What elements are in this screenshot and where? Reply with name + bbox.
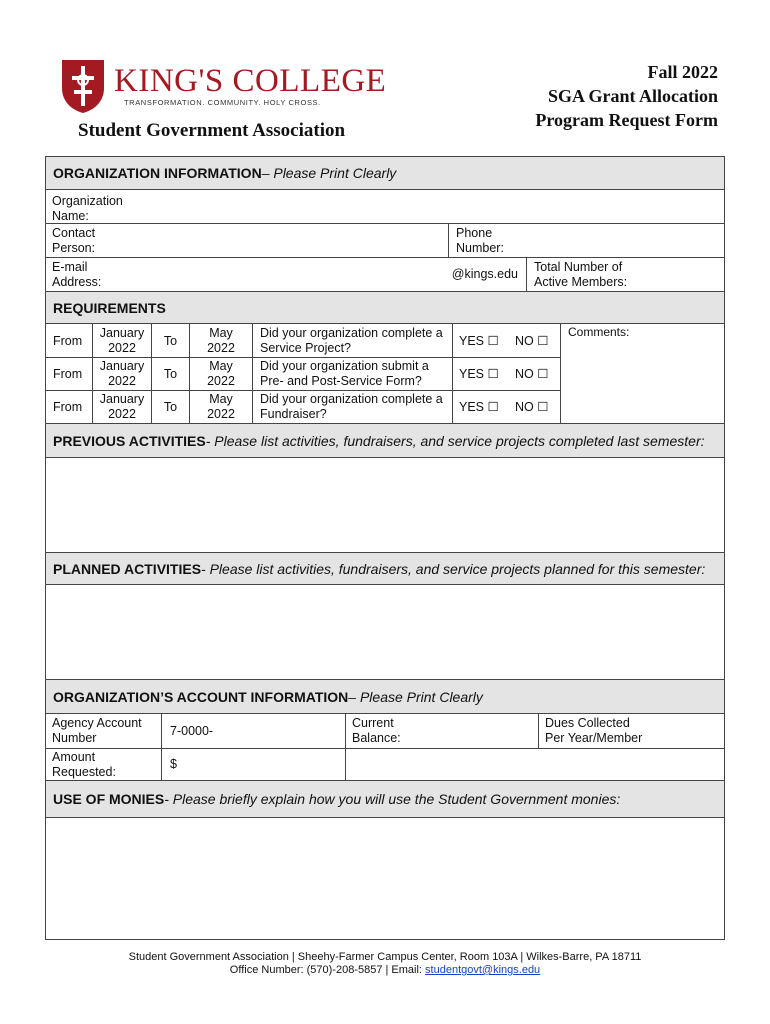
requirements-table <box>45 323 725 424</box>
college-shield-icon <box>60 58 106 114</box>
agency-account-prefix[interactable]: 7-0000- <box>170 724 214 738</box>
active-members-field[interactable] <box>526 257 725 292</box>
planned-activities-field[interactable] <box>45 584 725 680</box>
req-row3-question: Did your organization complete a Fundraiser? <box>260 392 443 421</box>
req-row2-to: To <box>163 367 178 381</box>
dues-collected-label: Dues Collected Per Year/Member <box>545 716 643 745</box>
req-row3-from: From <box>53 400 83 414</box>
account-info-header: ORGANIZATION’S ACCOUNT INFORMATION – Please Print Clearly <box>45 679 725 714</box>
req-row1-end: May 2022 <box>207 326 235 355</box>
email-field[interactable] <box>45 257 527 292</box>
amount-requested-prefix[interactable]: $ <box>170 757 177 771</box>
req-row1-start: January 2022 <box>99 326 145 355</box>
req-row1-from: From <box>53 334 83 348</box>
footer-address: Student Government Association | Sheehy-Farmer Campus Center, Room 103A | Wilkes-Barre, PA 18711 <box>128 951 642 963</box>
contact-person-field[interactable] <box>45 223 449 258</box>
org-info-header: ORGANIZATION INFORMATION – Please Print Clearly <box>45 156 725 190</box>
organization-heading: Student Government Association <box>78 120 346 141</box>
college-wordmark: KING'S COLLEGE <box>114 63 387 99</box>
req-row1-to: To <box>163 334 178 348</box>
req-row3-yes[interactable]: YES ☐ <box>459 400 499 414</box>
college-tagline: TRANSFORMATION. COMMUNITY. HOLY CROSS. <box>124 98 321 107</box>
req-row1-question: Did your organization complete a Service Project? <box>260 326 443 355</box>
checkbox-icon[interactable]: ☐ <box>537 367 549 381</box>
contact-label: Contact Person: <box>52 226 96 255</box>
org-name-label: Organization Name: <box>52 194 123 223</box>
agency-account-label: Agency Account Number <box>52 716 142 745</box>
checkbox-icon[interactable]: ☐ <box>487 367 499 381</box>
req-row1-yes[interactable]: YES ☐ <box>459 334 499 348</box>
previous-activities-header: PREVIOUS ACTIVITIES - Please list activities, fundraisers, and service projects completed last semester: <box>45 423 725 458</box>
checkbox-icon[interactable]: ☐ <box>487 400 499 414</box>
title-line-2: SGA Grant Allocation <box>547 86 718 106</box>
req-row3-no[interactable]: NO ☐ <box>515 400 549 414</box>
checkbox-icon[interactable]: ☐ <box>537 334 549 348</box>
college-logo <box>60 58 387 116</box>
current-balance-label: Current Balance: <box>352 716 401 745</box>
amount-requested-label: Amount Requested: <box>52 750 116 779</box>
phone-label: Phone Number: <box>456 226 504 255</box>
requirements-header: REQUIREMENTS <box>45 291 725 324</box>
email-domain: @kings.edu <box>451 267 518 281</box>
phone-field[interactable] <box>448 223 725 258</box>
footer <box>0 951 770 977</box>
planned-activities-header: PLANNED ACTIVITIES - Please list activities, fundraisers, and service projects planned for this semester: <box>45 552 725 585</box>
form-title <box>535 60 718 132</box>
account-table <box>45 713 725 781</box>
req-row2-yes[interactable]: YES ☐ <box>459 367 499 381</box>
email-label: E-mail Address: <box>52 260 102 289</box>
req-row2-start: January 2022 <box>99 359 145 388</box>
previous-activities-field[interactable] <box>45 457 725 553</box>
req-row3-to: To <box>163 400 178 414</box>
checkbox-icon[interactable]: ☐ <box>487 334 499 348</box>
req-row2-question: Did your organization submit a Pre- and Post-Service Form? <box>260 359 429 388</box>
req-row2-end: May 2022 <box>207 359 235 388</box>
title-line-1: Fall 2022 <box>647 62 718 82</box>
req-row1-no[interactable]: NO ☐ <box>515 334 549 348</box>
req-row2-from: From <box>53 367 83 381</box>
members-label: Total Number of Active Members: <box>534 260 628 289</box>
footer-email-link[interactable]: studentgovt@kings.edu <box>425 964 541 976</box>
footer-contact: Office Number: (570)-208-5857 | Email: studentgovt@kings.edu <box>229 964 541 976</box>
req-row2-no[interactable]: NO ☐ <box>515 367 549 381</box>
req-row3-end: May 2022 <box>207 392 235 421</box>
use-of-monies-header: USE OF MONIES - Please briefly explain how you will use the Student Government monies: <box>45 780 725 818</box>
comments-label: Comments: <box>568 325 630 339</box>
org-name-field[interactable] <box>45 189 725 224</box>
checkbox-icon[interactable]: ☐ <box>537 400 549 414</box>
use-of-monies-field[interactable] <box>45 817 725 940</box>
req-row3-start: January 2022 <box>99 392 145 421</box>
title-line-3: Program Request Form <box>535 110 718 130</box>
